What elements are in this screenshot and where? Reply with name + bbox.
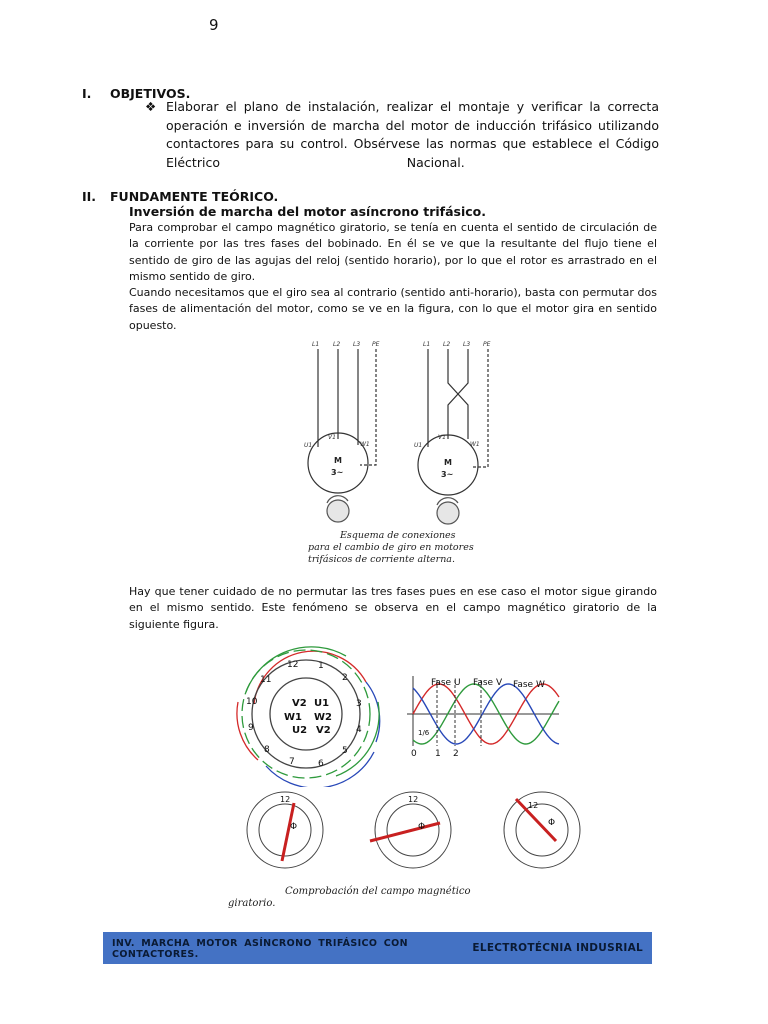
motor-label: M <box>334 456 342 465</box>
terminal-label: W1 <box>470 441 480 448</box>
subsection-title: Inversión de marcha del motor asíncrono trifásico. <box>129 204 486 219</box>
caption-line: Comprobación del campo magnético <box>285 886 471 897</box>
paragraph-2: Cuando necesitamos que el giro sea al contrario (sentido anti-horario), basta con permutar dos fases de alimentación del motor, como se ve en la figura, con lo que el motor gira en sentido opuesto. <box>129 286 657 332</box>
slot-number: 4 <box>356 725 362 735</box>
slot-number: 3 <box>356 699 362 709</box>
objective-line: Elaborar el plano de instalación, realizar el montaje y verificar la correcta <box>166 99 659 114</box>
slot-number: 2 <box>342 673 348 683</box>
caption-line: giratorio. <box>228 898 276 909</box>
objective-line: Eléctrico Nacional. <box>166 154 465 170</box>
winding-label: V2 <box>292 698 307 709</box>
objective-line: operación e inversión de marcha del motor de inducción trifásico utilizando <box>166 117 659 133</box>
slot-number: 7 <box>289 757 295 767</box>
axis-tick: 2 <box>453 749 459 759</box>
phase-waveform-chart <box>403 670 563 762</box>
terminal-label: W1 <box>360 441 370 448</box>
rotor-left <box>327 500 349 522</box>
figure-caption-field <box>228 886 471 910</box>
winding-label: W1 <box>284 712 302 723</box>
slot-number: 9 <box>248 723 254 733</box>
section-number: II. <box>82 189 97 204</box>
line-label: PE <box>372 341 380 348</box>
winding-label: U1 <box>314 698 330 709</box>
objectives-bullet <box>145 98 659 172</box>
flux-symbol: Φ <box>418 822 426 832</box>
slot-number: 11 <box>260 675 272 685</box>
axis-tick: 0 <box>411 749 417 759</box>
flux-symbol: Φ <box>548 818 556 828</box>
slot-number: 5 <box>342 746 348 756</box>
phase-label: Fase W <box>513 680 545 690</box>
page-number: 9 <box>209 16 219 34</box>
footer-subject: ELECTROTÉCNIA INDUSRIAL <box>472 942 643 954</box>
line-label: L2 <box>333 341 341 348</box>
terminal-label: U1 <box>304 442 313 449</box>
terminal-label: V1 <box>328 434 336 441</box>
winding-label: U2 <box>292 725 308 736</box>
line-label: L3 <box>463 341 471 348</box>
motor-sub-label: 3~ <box>441 470 454 479</box>
rotor-right <box>437 502 459 524</box>
rotating-field-snapshots <box>230 785 600 880</box>
slot-number: 12 <box>280 795 291 804</box>
section-title: OBJETIVOS. <box>110 86 191 101</box>
line-label: L2 <box>443 341 451 348</box>
paragraph-1: Para comprobar el campo magnético giratorio, se tenía en cuenta el sentido de circulación de la corriente por las tres fases del bobinado. En él se ve que la resultante del flujo tiene el sentido de giro de las agujas del reloj (sentido horario), por lo que el rotor es arrastrado en el mismo sentido de giro. <box>129 221 657 284</box>
caption-line: para el cambio de giro en motores <box>308 542 474 553</box>
line-label: L1 <box>423 341 431 348</box>
terminal-label: V1 <box>438 434 446 441</box>
wiring-diagram-figure <box>290 335 510 525</box>
slot-number: 12 <box>408 795 419 804</box>
caption-line: trifásicos de corriente alterna. <box>308 554 455 565</box>
terminal-label: U1 <box>414 442 423 449</box>
slot-number: 10 <box>246 697 258 707</box>
flux-vector-arrow <box>370 823 440 841</box>
footer-course-title: INV. MARCHA MOTOR ASÍNCRONO TRIFÁSICO CON CONTACTORES. <box>112 938 408 960</box>
line-label: L1 <box>312 341 320 348</box>
phase-label: Fase V <box>473 678 503 688</box>
time-fraction-label: 1/6 <box>418 729 430 737</box>
slot-number: 12 <box>287 660 299 670</box>
line-label: L3 <box>353 341 361 348</box>
slot-number: 1 <box>318 661 324 671</box>
flux-symbol: Φ <box>290 822 298 832</box>
axis-tick: 1 <box>435 749 441 759</box>
figure-caption-wiring <box>308 530 474 566</box>
motor-sub-label: 3~ <box>331 468 344 477</box>
winding-label: V2 <box>316 725 331 736</box>
motor-label: M <box>444 458 452 467</box>
objective-line: contactores para su control. Obsérvese las normas que establece el Código <box>166 136 659 151</box>
slot-number: 12 <box>528 801 539 810</box>
diamond-bullet-icon: ❖ <box>145 99 157 114</box>
section-number: I. <box>82 86 92 101</box>
phase-label: Fase U <box>431 678 461 688</box>
winding-label: W2 <box>314 712 332 723</box>
flux-vector-arrow <box>282 803 294 861</box>
line-label: PE <box>483 341 491 348</box>
paragraph-3: Hay que tener cuidado de no permutar las tres fases pues en ese caso el motor sigue girando en el mismo sentido. Este fenómeno se observa en el campo magnético giratorio de la siguiente figura. <box>129 585 657 631</box>
footer-bar <box>103 932 652 964</box>
section-title: FUNDAMENTE TEÓRICO. <box>110 189 279 204</box>
caption-line: Esquema de conexiones <box>340 530 456 541</box>
slot-number: 8 <box>264 745 270 755</box>
stator-field-diagram <box>226 642 396 787</box>
slot-number: 6 <box>318 759 324 769</box>
